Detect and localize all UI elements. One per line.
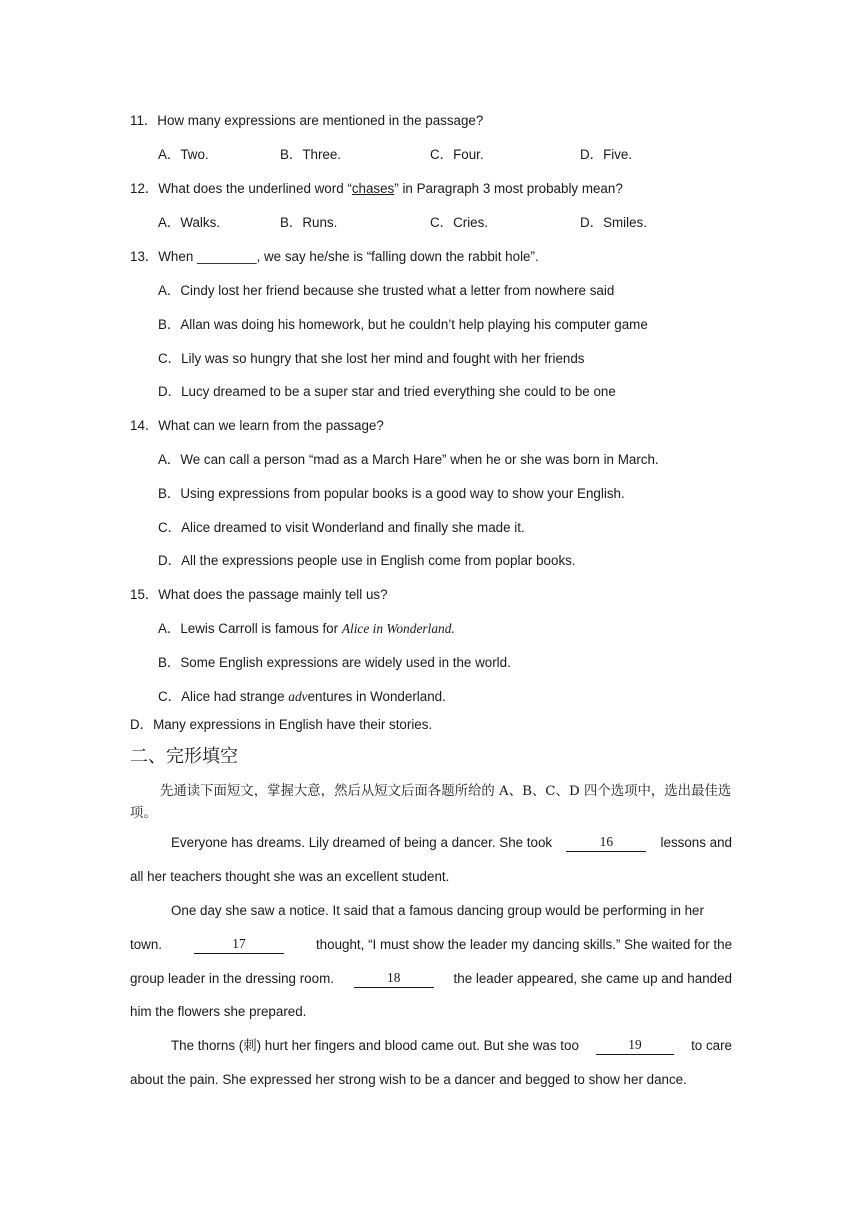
question-number: 13． — [130, 249, 159, 264]
section-title: 二、完形填空 — [130, 746, 238, 767]
question-text: What does the passage mainly tell us? — [158, 587, 388, 602]
option-12-d: D．Smiles. — [580, 215, 647, 230]
question-text: What can we learn from the passage? — [158, 418, 384, 433]
question-number: 15． — [130, 587, 159, 602]
option-11-a: A．Two. — [158, 147, 209, 162]
book-title: Alice in Wonderland. — [341, 621, 455, 636]
question-13 — [130, 248, 539, 266]
question-text: When ________, we say he/she is “falling down the rabbit hole”. — [158, 249, 539, 264]
passage-line: Everyone has dreams. Lily dreamed of being a dancer. She took 16 lessons and — [171, 834, 732, 850]
question-14 — [130, 417, 384, 435]
blank-16: 16 — [566, 834, 646, 852]
option-12-c: C．Cries. — [430, 215, 489, 230]
question-number: 12． — [130, 181, 159, 196]
option-13-b: B．Allan was doing his homework, but he couldn’t help playing his computer game — [158, 317, 648, 332]
option-15-a: A．Lewis Carroll is famous for Alice in Wonderland. — [158, 621, 455, 636]
option-11-d: D．Five. — [580, 147, 633, 162]
option-13-a: A．Cindy lost her friend because she trusted what a letter from nowhere said — [158, 283, 615, 298]
option-11-b: B．Three. — [280, 147, 342, 162]
option-12-b: B．Runs. — [280, 215, 338, 230]
question-11 — [130, 112, 483, 130]
option-13-c: C．Lily was so hungry that she lost her mind and fought with her friends — [158, 351, 585, 366]
option-14-a: A．We can call a person “mad as a March Hare” when he or she was born in March. — [158, 452, 659, 467]
option-15-d: D．Many expressions in English have their stories. — [130, 717, 433, 732]
passage-line: The thorns ( 刺 ) hurt her fingers and blood came out. But she was too 19 to care — [171, 1037, 732, 1053]
question-text: How many expressions are mentioned in the passage? — [157, 113, 484, 128]
option-11-c: C．Four. — [430, 147, 484, 162]
option-15-c: C．Alice had strange adventures in Wonderland. — [158, 689, 446, 704]
option-13-d: D．Lucy dreamed to be a super star and tried everything she could to be one — [158, 384, 616, 399]
question-15 — [130, 586, 388, 604]
passage-line: group leader in the dressing room. 18 the leader appeared, she came up and handed — [130, 970, 732, 986]
passage-line: about the pain. She expressed her strong wish to be a dancer and begged to show her dance. — [130, 1072, 687, 1087]
question-number: 14． — [130, 418, 159, 433]
passage-line: him the flowers she prepared. — [130, 1004, 307, 1019]
passage-line: One day she saw a notice. It said that a famous dancing group would be performing in her — [171, 903, 704, 918]
passage-line: all her teachers thought she was an excellent student. — [130, 869, 450, 884]
option-15-b: B．Some English expressions are widely used in the world. — [158, 655, 511, 670]
section-instruction: 先通读下面短文，掌握大意，然后从短文后面各题所给的 A、B、C、D 四个选项中，选出最佳选项。 — [130, 784, 732, 821]
option-14-d: D．All the expressions people use in English come from poplar books. — [158, 553, 576, 568]
question-number: 11． — [130, 113, 158, 128]
blank-17: 17 — [194, 936, 284, 954]
blank-19: 19 — [596, 1037, 674, 1055]
blank-18: 18 — [354, 970, 434, 988]
passage-line: town. 17 thought, “I must show the leader my dancing skills.” She waited for the — [130, 936, 733, 952]
option-14-b: B．Using expressions from popular books is a good way to show your English. — [158, 486, 625, 501]
question-12: 12．What does the underlined word “chases” in Paragraph 3 most probably mean? — [130, 181, 623, 196]
option-14-c: C．Alice dreamed to visit Wonderland and finally she made it. — [158, 520, 525, 535]
underlined-word: chases — [351, 181, 395, 196]
option-12-a: A．Walks. — [158, 215, 221, 230]
